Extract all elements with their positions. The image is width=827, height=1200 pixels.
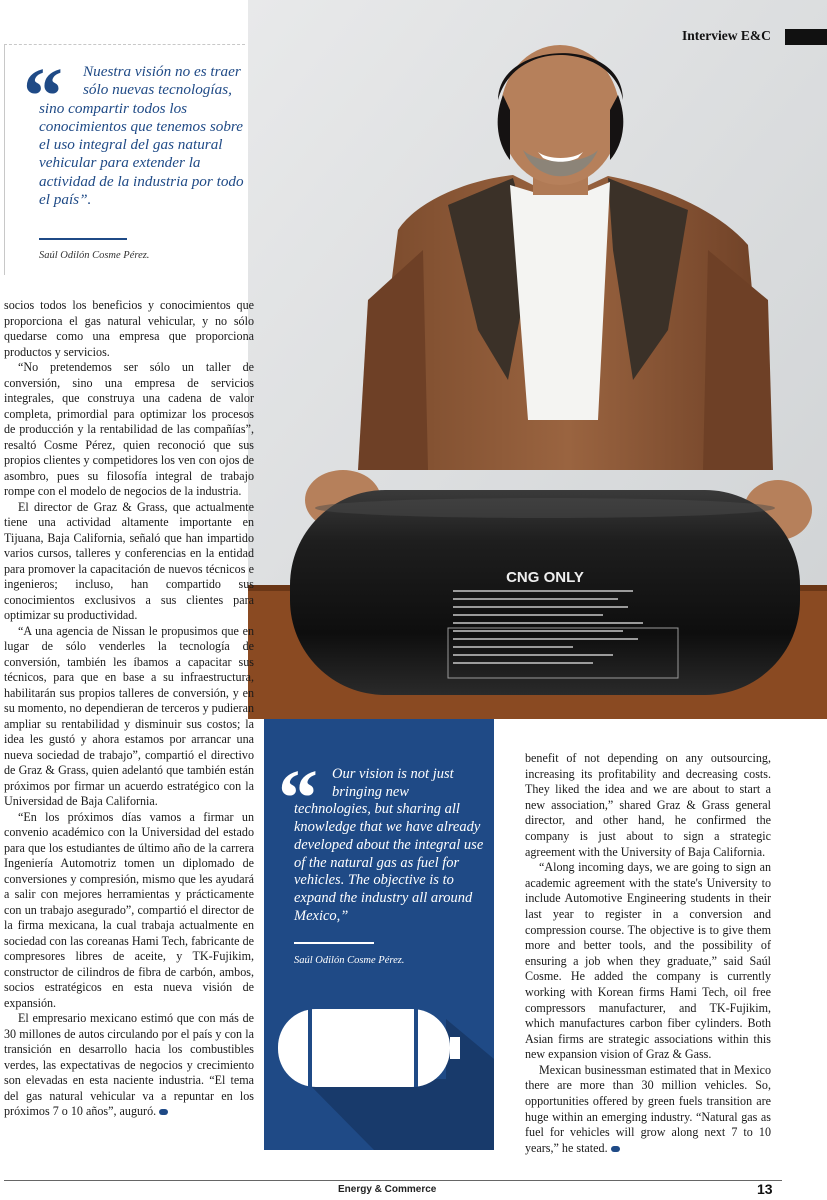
section-label: Interview E&C bbox=[682, 28, 771, 43]
pull-quote-text-rest: sino compartir todos los conocimientos que tenemos sobre el uso integral del gas natural vehicular para extender la actividad de la industria por todo el país”. bbox=[39, 99, 244, 209]
pull-quote-text-rest: technologies, but sharing all knowledge that we have already developed about the integral use of the natural gas as fuel for vehicles. The objective is to expand the industry all around Mexico,” bbox=[294, 801, 484, 924]
pull-quote-author: Saúl Odilón Cosme Pérez. bbox=[39, 250, 150, 261]
paragraph: “Along incoming days, we are going to sign an academic agreement with the state's University to include Automotive Engineering students in their last year to register in a conversion and compression course. The objective is to give them more and better tools, and the possibility of ensuring a job when they graduate,” said Saúl Cosme. He added the company is currently working with Korean firms Hami Tech, oil free compressors manufacturer, and TK-Fujikim, which manufactures carbon fiber cylinders. Both Asian firms are strategic associations within this new expansion vision of Graz & Gass. bbox=[525, 860, 771, 1062]
paragraph: benefit of not depending on any outsourcing, increasing its profitability and decreasing costs. They liked the idea and we are about to start a new association,” shared Graz & Grass general director, and other hand, he confirmed the company is just about to sign a strategic agreement with the University of Baja California. bbox=[525, 751, 771, 859]
tank-label: CNG ONLY bbox=[506, 569, 584, 586]
quote-mark-icon: “ bbox=[23, 53, 55, 141]
pull-quote-text-lead: Our vision is not just bringing new bbox=[332, 766, 454, 800]
paragraph: El director de Graz & Grass, que actualmente tiene una actividad altamente importante en Tijuana, Baja California, señaló que han impartido varios cursos, talleres y conferencias en la entidad para promover la capacitación de nuevos técnicos e ingenieros; incluso, han compartido sus conocimientos exclusivos a sus clientes para optimizar su productividad. bbox=[4, 499, 254, 622]
footer-divider bbox=[4, 1180, 782, 1181]
paragraph-last bbox=[525, 1063, 771, 1157]
end-mark-icon bbox=[159, 1109, 168, 1115]
page-number: 13 bbox=[757, 1181, 773, 1197]
pull-quote-text-lead: Nuestra visión no es traer sólo nuevas tecnologías, bbox=[83, 63, 241, 99]
gas-cylinder-icon bbox=[264, 979, 494, 1150]
quote-divider bbox=[39, 238, 127, 240]
article-column-spanish bbox=[4, 298, 254, 1120]
pull-quote-text bbox=[39, 63, 244, 209]
pull-quote-english bbox=[264, 719, 494, 1150]
paragraph: “No pretendemos ser sólo un taller de conversión, sino una empresa de servicios integrales, que construya una cadena de valor completa, primordial para optimizar los procesos de producción y la rentabilidad de las compañías”, resaltó Cosme Pérez, quien reconoció que sus propios clientes y competidores los ven con ojos de asombro, pues su filosofía integral de trabajo rompe con el modelo de negocios de la industria. bbox=[4, 360, 254, 498]
paragraph-text: Mexican businessman estimated that in Mexico there are more than 30 million vehicles. So, opportunities offered by green fuels transition are huge within an emerging industry. “Natural gas as fuel for vehicles will grow along next 7 to 10 years,” he stated. bbox=[525, 1062, 771, 1155]
paragraph: “A una agencia de Nissan le propusimos que en lugar de sólo venderles la tecnología de conversión, también les íbamos a capacitar sus técnicos, para que en base a su infraestructura, habilitarán sus propios talleres de conversión, y en su momento, no dependieran de terceros y pudieran ampliar su rentabilidad y disminuir sus costos; la idea les gustó y ahora estamos por arrancar una nueva sociedad de trabajo”, compartió el directivo de Graz & Grass, quien adelantó que también están próximos por firmar un acuerdo estratégico con la Universidad de Baja California. bbox=[4, 623, 254, 808]
pull-quote-spanish bbox=[4, 44, 245, 275]
quote-divider bbox=[294, 942, 374, 944]
paragraph: socios todos los beneficios y conocimientos que proporciona el gas natural vehicular, y no sólo quedarse como una empresa que proporciona productos y servicios. bbox=[4, 298, 254, 359]
pull-quote-author: Saúl Odilón Cosme Pérez. bbox=[294, 955, 405, 966]
pull-quote-text bbox=[294, 766, 492, 925]
footer-brand: Energy & Commerce bbox=[338, 1184, 437, 1195]
photo-illustration bbox=[248, 0, 827, 719]
end-mark-icon bbox=[611, 1146, 620, 1152]
paragraph: “En los próximos días vamos a firmar un convenio académico con la Universidad del estado para que los estudiantes de último año de la carrera Ingeniería Automotriz tomen un diplomado de conversiones y compresión, mismo que les ayudará a salir con mejores herramientas y prácticamente con un trabajo asegurado”, compartió el director de la firma mexicana, la cual trabaja actualmente en sociedad con las coreanas Hami Tech, fabricante de compresores libres de aceite, y TK-Fujikim, constructor de cilindros de fibra de carbón, ambos, socios estratégicos en esta nueva visión de expansión. bbox=[4, 809, 254, 1010]
quote-mark-icon: “ bbox=[278, 755, 310, 843]
interviewee-photo bbox=[248, 0, 827, 719]
paragraph-text: El empresario mexicano estimó que con más de 30 millones de autos circulando por el país y con la transición en desarrollo hacia los combustibles verdes, las expectativas de negocios y crecimiento son elevadas en esta naciente industria. “El tema del gas natural vehicular va a repuntar en los próximos 7 o 10 años”, auguró. bbox=[4, 1011, 254, 1118]
article-column-english bbox=[525, 751, 771, 1156]
section-marker-bar bbox=[785, 29, 827, 45]
paragraph-last bbox=[4, 1011, 254, 1120]
